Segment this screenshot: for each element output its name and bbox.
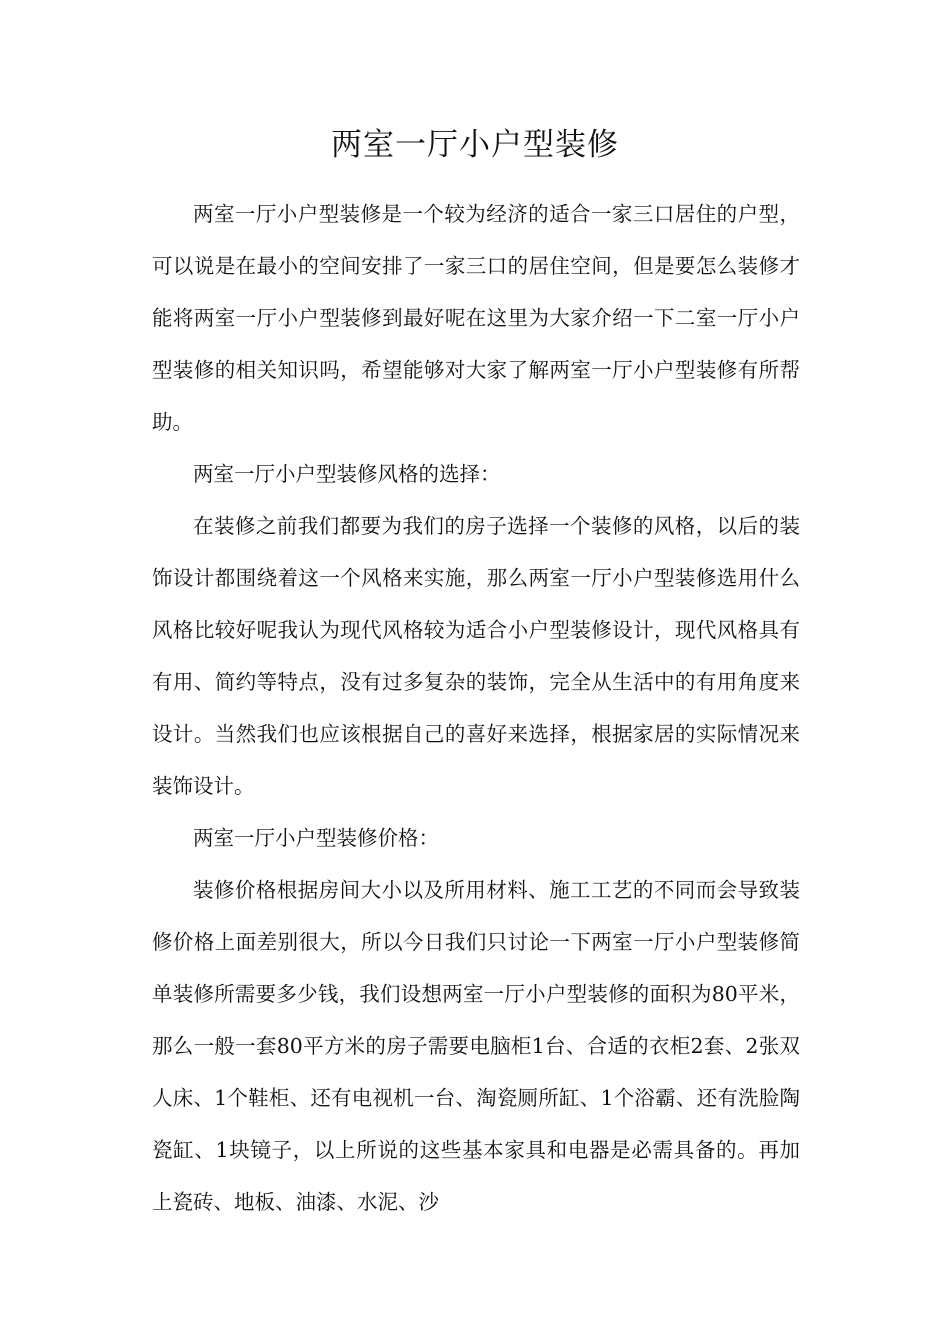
document-body <box>152 188 800 1228</box>
paragraph-price-heading: 两室一厅小户型装修价格： <box>193 826 439 850</box>
paragraph-style: 在装修之前我们都要为我们的房子选择一个装修的风格，以后的装饰设计都围绕着这一个风格来实施，那么两室一厅小户型装修选用什么风格比较好呢我认为现代风格较为适合小户型装修设计，现代风格具有有用、简约等特点，没有过多复杂的装饰，完全从生活中的有用角度来设计。当然我们也应该根据自己的喜好来选择，根据家居的实际情况来装饰设计。 <box>152 514 800 798</box>
paragraph-style-heading: 两室一厅小户型装修风格的选择： <box>193 462 501 486</box>
document-title: 两室一厅小户型装修 <box>331 127 619 163</box>
paragraph-intro: 两室一厅小户型装修是一个较为经济的适合一家三口居住的户型，可以说是在最小的空间安排了一家三口的居住空间，但是要怎么装修才能将两室一厅小户型装修到最好呢在这里为大家介绍一下二室一厅小户型装修的相关知识吗，希望能够对大家了解两室一厅小户型装修有所帮助。 <box>152 202 800 434</box>
paragraph-price: 装修价格根据房间大小以及所用材料、施工工艺的不同而会导致装修价格上面差别很大，所以今日我们只讨论一下两室一厅小户型装修简单装修所需要多少钱，我们设想两室一厅小户型装修的面积为80平米，那么一般一套80平方米的房子需要电脑柜1台、合适的衣柜2套、2张双人床、1个鞋柜、还有电视机一台、淘瓷厕所缸、1个浴霸、还有洗脸陶瓷缸、1块镜子，以上所说的这些基本家具和电器是必需具备的。再加上瓷砖、地板、油漆、水泥、沙 <box>152 878 800 1214</box>
